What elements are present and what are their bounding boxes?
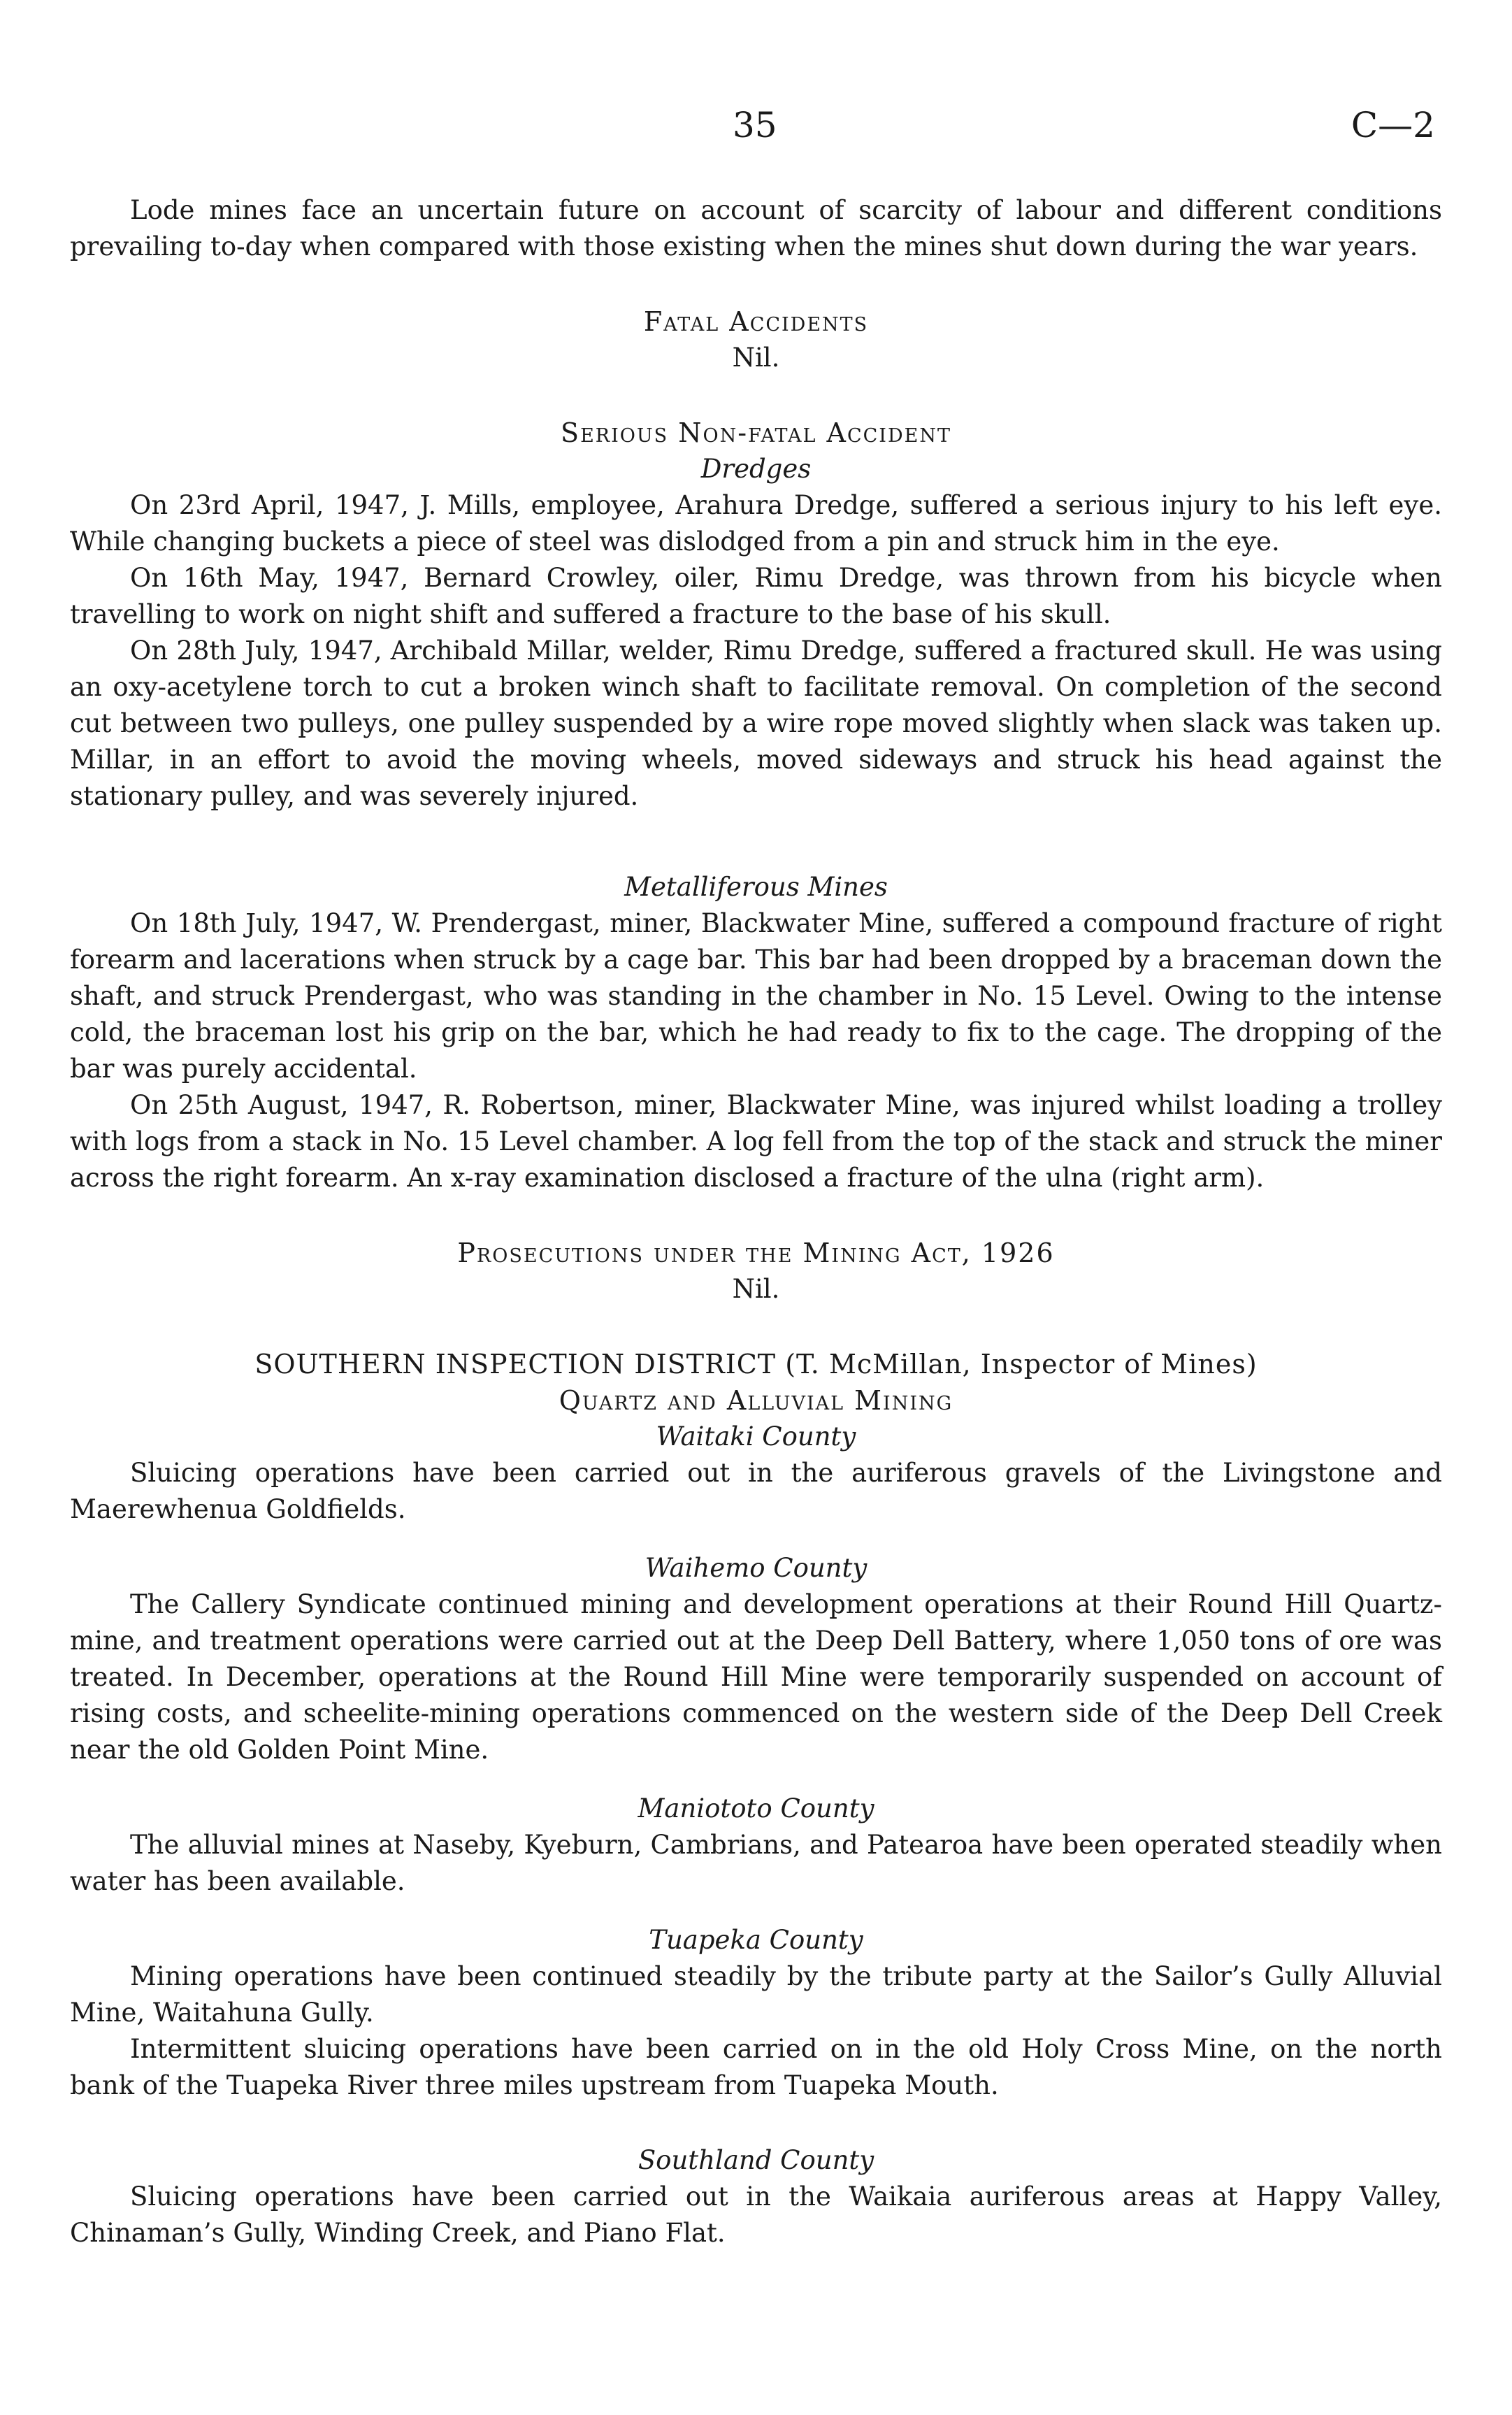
metalliferous-paragraph: On 18th July, 1947, W. Prendergast, miner, Blackwater Mine, suffered a compound fracture of right forearm and lacerations when struck by a cage bar. This bar had been dropped by a braceman down the shaft, and struck Prendergast, who was standing in the chamber in No. 15 Level. Owing to the intense cold, the braceman lost his grip on the bar, which he had ready to fix to the cage. The dropping of the bar was purely accidental.: [70, 908, 1442, 1084]
page-number: 35: [733, 105, 777, 145]
county-paragraph: Mining operations have been continued steadily by the tribute party at the Sailor’s Gully Alluvial Mine, Waitahuna Gully.: [70, 1961, 1442, 2028]
county-heading: Waihemo County: [645, 1553, 867, 1583]
county-heading: Maniototo County: [638, 1793, 874, 1823]
fatal-accidents-value: Nil.: [732, 343, 780, 373]
quartz-alluvial-subheading: Quartz and Alluvial Mining: [559, 1385, 953, 1416]
prosecutions-heading: Prosecutions under the Mining Act, 1926: [457, 1238, 1055, 1268]
page-header: [0, 105, 1512, 161]
serious-accident-heading: Serious Non-fatal Accident: [561, 417, 951, 448]
county-paragraph: Sluicing operations have been carried out in the Waikaia auriferous areas at Happy Valley, Chinaman’s Gully, Winding Creek, and Piano Flat.: [70, 2181, 1442, 2248]
page-content: [70, 192, 1442, 2251]
county-heading: Waitaki County: [656, 1421, 856, 1452]
county-heading: Southland County: [638, 2145, 874, 2175]
county-paragraph: The alluvial mines at Naseby, Kyeburn, Cambrians, and Patearoa have been operated steadily when water has been available.: [70, 1830, 1442, 1896]
prosecutions-value: Nil.: [732, 1274, 780, 1304]
dredges-paragraph: On 23rd April, 1947, J. Mills, employee, Arahura Dredge, suffered a serious injury to his left eye. While changing buckets a piece of steel was dislodged from a pin and struck him in the eye.: [70, 490, 1442, 557]
southern-district-heading: SOUTHERN INSPECTION DISTRICT (T. McMillan, Inspector of Mines): [254, 1349, 1258, 1380]
county-paragraph: Sluicing operations have been carried out in the auriferous gravels of the Livingstone and Maerewhenua Goldfields.: [70, 1458, 1442, 1524]
dredges-paragraph: On 16th May, 1947, Bernard Crowley, oiler, Rimu Dredge, was thrown from his bicycle when travelling to work on night shift and suffered a fracture to the base of his skull.: [70, 563, 1442, 629]
fatal-accidents-heading: Fatal Accidents: [643, 306, 869, 337]
county-heading: Tuapeka County: [649, 1925, 863, 1955]
county-paragraph: The Callery Syndicate continued mining and development operations at their Round Hill Quartz-mine, and treatment operations were carried out at the Deep Dell Battery, where 1,050 tons of ore was treated. In December, operations at the Round Hill Mine were temporarily suspended on account of rising costs, and scheelite-mining operations commenced on the western side of the Deep Dell Creek near the old Golden Point Mine.: [70, 1589, 1442, 1765]
county-paragraph: Intermittent sluicing operations have been carried on in the old Holy Cross Mine, on the north bank of the Tuapeka River three miles upstream from Tuapeka Mouth.: [70, 2034, 1442, 2100]
dredges-subheading: Dredges: [700, 454, 812, 484]
dredges-paragraph: On 28th July, 1947, Archibald Millar, welder, Rimu Dredge, suffered a fractured skull. He was using an oxy-acetylene torch to cut a broken winch shaft to facilitate removal. On completion of the second cut between two pulleys, one pulley suspended by a wire rope moved slightly when slack was taken up. Millar, in an effort to avoid the moving wheels, moved sideways and struck his head against the stationary pulley, and was severely injured.: [70, 636, 1442, 811]
document-reference: C—2: [1351, 105, 1435, 145]
intro-paragraph: Lode mines face an uncertain future on account of scarcity of labour and different conditions prevailing to-day when compared with those existing when the mines shut down during the war years.: [70, 195, 1442, 261]
metalliferous-subheading: Metalliferous Mines: [624, 872, 888, 902]
metalliferous-paragraph: On 25th August, 1947, R. Robertson, miner, Blackwater Mine, was injured whilst loading a trolley with logs from a stack in No. 15 Level chamber. A log fell from the top of the stack and struck the miner across the right forearm. An x-ray examination disclosed a fracture of the ulna (right arm).: [70, 1090, 1442, 1193]
